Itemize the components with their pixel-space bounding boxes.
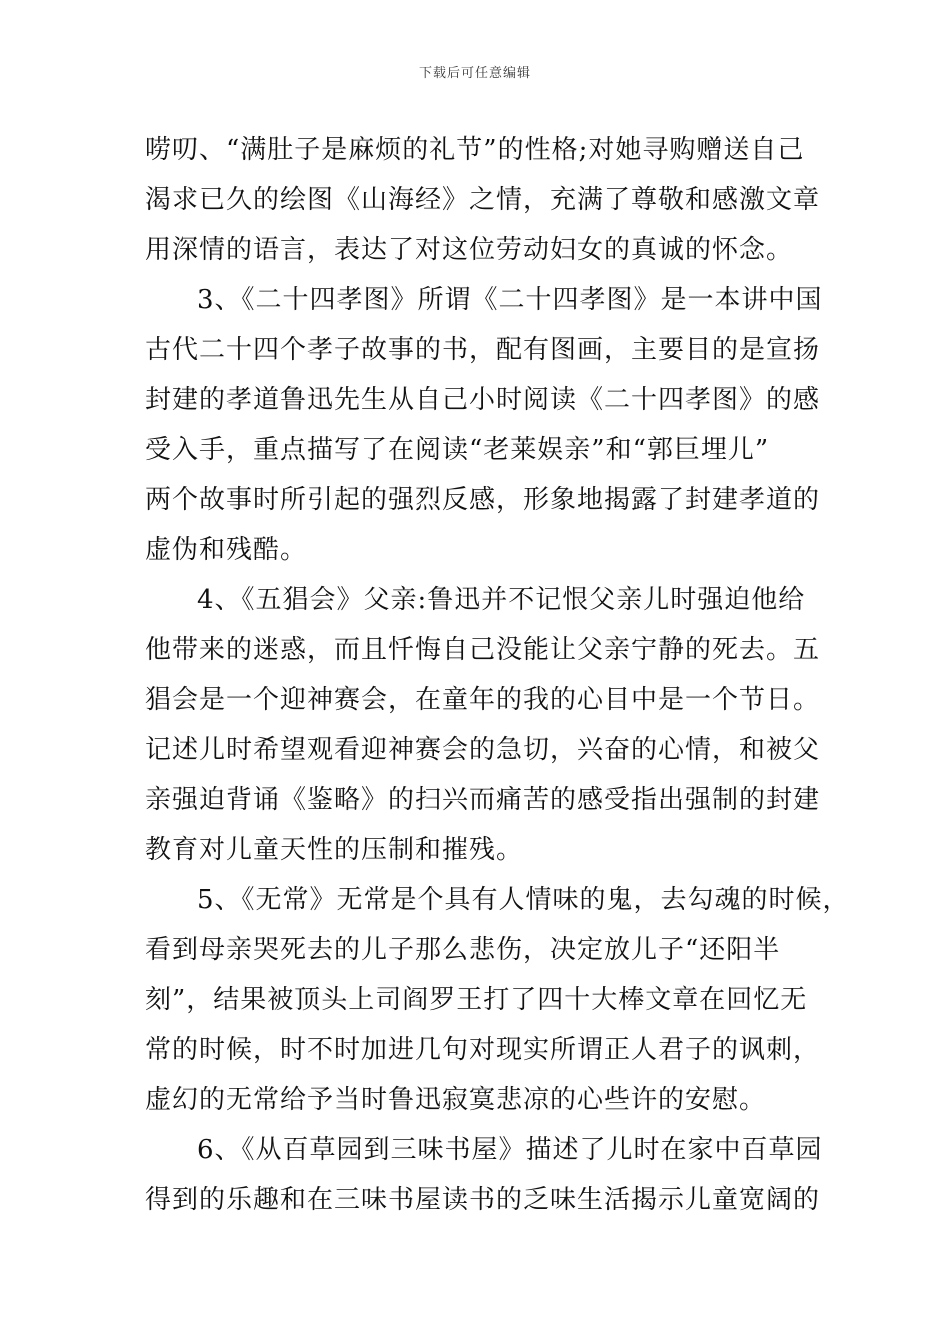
paragraph-start-line: 4、《五猖会》父亲:鲁迅并不记恨父亲儿时强迫他给: [197, 585, 806, 615]
paragraph-start-line: 3、《二十四孝图》所谓《二十四孝图》是一本讲中国: [197, 285, 823, 315]
text-line: 封建的孝道鲁迅先生从自己小时阅读《二十四孝图》的感: [145, 385, 821, 415]
text-line: 两个故事时所引起的强烈反感，形象地揭露了封建孝道的: [145, 485, 821, 515]
text-line: 虚伪和残酷。: [145, 535, 308, 565]
text-line: 他带来的迷惑，而且忏悔自己没能让父亲宁静的死去。五: [145, 635, 821, 665]
text-line: 古代二十四个孝子故事的书，配有图画，主要目的是宣扬: [145, 335, 821, 365]
text-line: 虚幻的无常给予当时鲁迅寂寞悲凉的心些许的安慰。: [145, 1085, 767, 1115]
text-line: 刻”，结果被顶头上司阎罗王打了四十大棒文章在回忆无: [145, 985, 808, 1015]
text-line: 渴求已久的绘图《山海经》之情，充满了尊敬和感激文章: [145, 185, 821, 215]
text-line: 常的时候，时不时加进几句对现实所谓正人君子的讽刺，: [145, 1035, 821, 1065]
text-line: 猖会是一个迎神赛会，在童年的我的心目中是一个节日。: [145, 685, 821, 715]
text-line: 用深情的语言，表达了对这位劳动妇女的真诚的怀念。: [145, 235, 794, 265]
text-line: 唠叨、“满肚子是麻烦的礼节”的性格;对她寻购赠送自己: [145, 135, 805, 165]
text-line: 得到的乐趣和在三味书屋读书的乏味生活揭示儿童宽阔的: [145, 1185, 821, 1215]
text-line: 亲强迫背诵《鉴略》的扫兴而痛苦的感受指出强制的封建: [145, 785, 821, 815]
paragraph-start-line: 6、《从百草园到三味书屋》描述了儿时在家中百草园: [197, 1135, 823, 1165]
text-line: 教育对儿童天性的压制和摧残。: [145, 835, 524, 865]
paragraph-start-line: 5、《无常》无常是个具有人情味的鬼，去勾魂的时候，: [197, 885, 850, 915]
text-line: 看到母亲哭死去的儿子那么悲伤，决定放儿子“还阳半: [145, 935, 781, 965]
text-line: 记述儿时希望观看迎神赛会的急切，兴奋的心情，和被父: [145, 735, 821, 765]
document-body: [145, 125, 850, 1225]
page-header: 下载后可任意编辑: [418, 66, 531, 81]
text-line: 受入手，重点描写了在阅读“老莱娱亲”和“郭巨埋儿”: [145, 435, 770, 465]
